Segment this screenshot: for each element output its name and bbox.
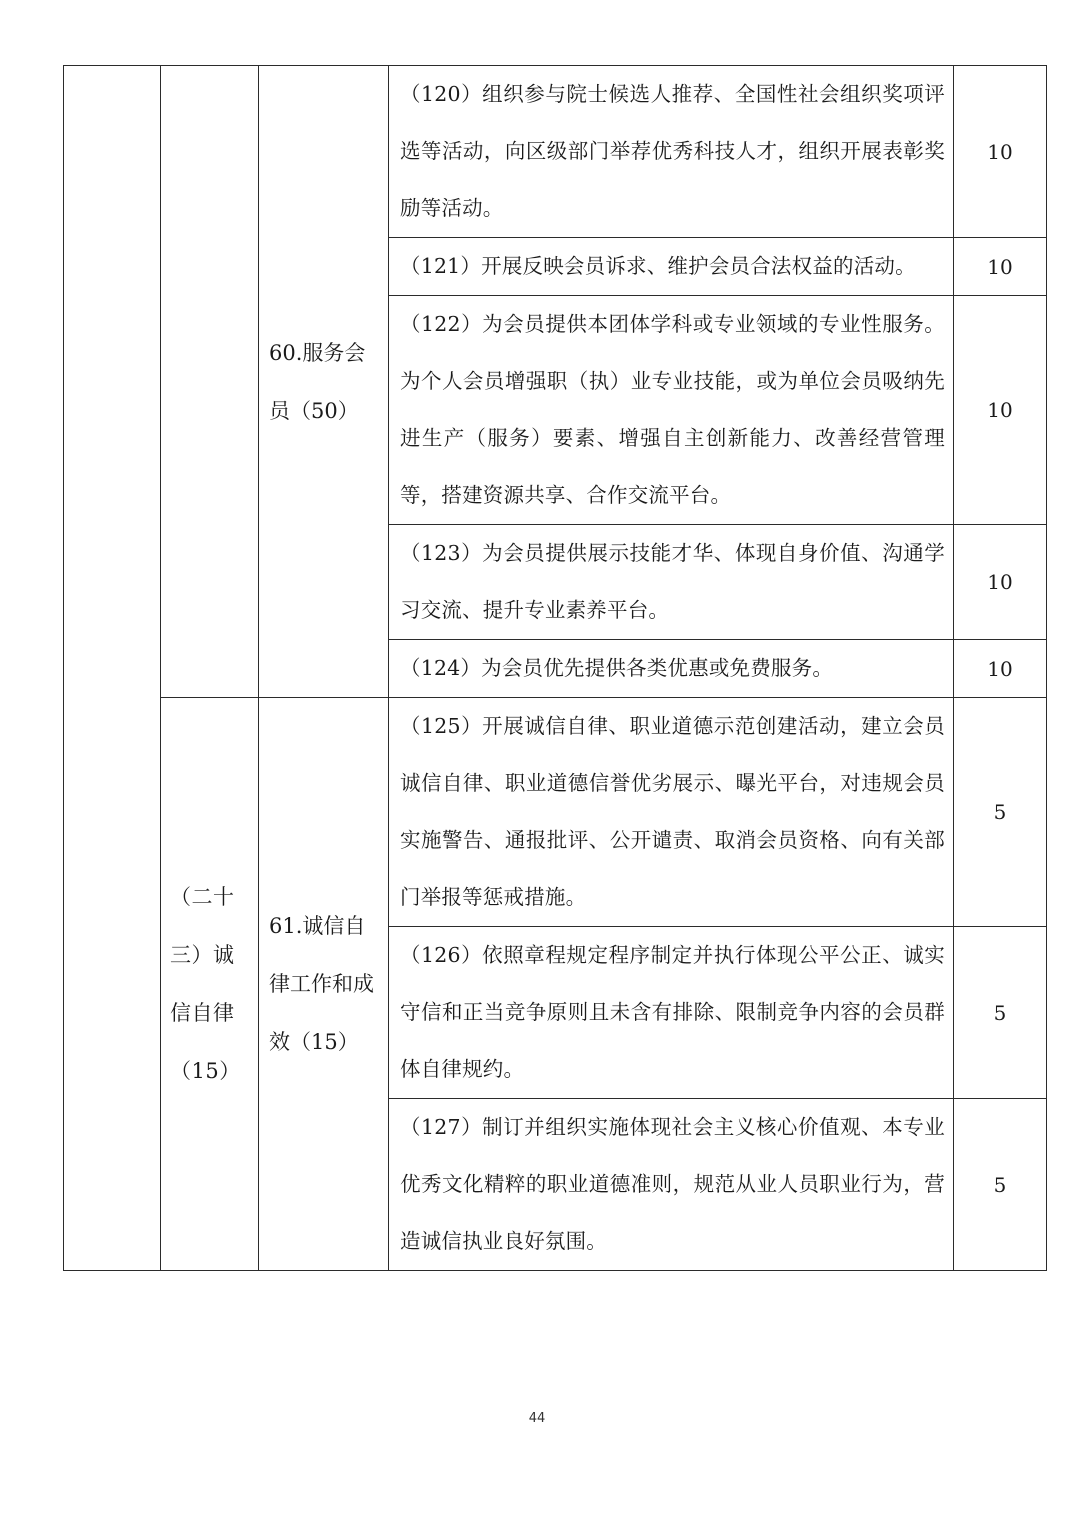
subcategory-cell: 61.诚信自律工作和成效（15）	[259, 698, 389, 1271]
criterion-text: （121）开展反映会员诉求、维护会员合法权益的活动。	[389, 238, 954, 296]
category-cell	[161, 66, 259, 698]
subcategory-cell: 60.服务会员（50）	[259, 66, 389, 698]
criterion-score: 10	[954, 640, 1047, 698]
criterion-score: 10	[954, 296, 1047, 525]
criterion-score: 5	[954, 927, 1047, 1099]
criterion-text: （126）依照章程规定程序制定并执行体现公平公正、诚实守信和正当竞争原则且未含有排除、限制竞争内容的会员群体自律规约。	[389, 927, 954, 1099]
criterion-text: （124）为会员优先提供各类优惠或免费服务。	[389, 640, 954, 698]
criterion-text: （120）组织参与院士候选人推荐、全国性社会组织奖项评选等活动，向区级部门举荐优秀科技人才，组织开展表彰奖励等活动。	[389, 66, 954, 238]
category-cell: （二十三）诚信自律（15）	[161, 698, 259, 1271]
criterion-text: （125）开展诚信自律、职业道德示范创建活动，建立会员诚信自律、职业道德信誉优劣展示、曝光平台，对违规会员实施警告、通报批评、公开谴责、取消会员资格、向有关部门举报等惩戒措施。	[389, 698, 954, 927]
first-column-cell	[64, 66, 161, 1271]
table-row	[64, 66, 1047, 238]
criterion-score: 10	[954, 66, 1047, 238]
criterion-score: 5	[954, 1099, 1047, 1271]
criterion-text: （123）为会员提供展示技能才华、体现自身价值、沟通学习交流、提升专业素养平台。	[389, 525, 954, 640]
table-row	[64, 698, 1047, 927]
criterion-score: 5	[954, 698, 1047, 927]
page-number: 44	[528, 1411, 546, 1426]
criterion-text: （127）制订并组织实施体现社会主义核心价值观、本专业优秀文化精粹的职业道德准则，规范从业人员职业行为，营造诚信执业良好氛围。	[389, 1099, 954, 1271]
criterion-text: （122）为会员提供本团体学科或专业领域的专业性服务。为个人会员增强职（执）业专业技能，或为单位会员吸纳先进生产（服务）要素、增强自主创新能力、改善经营管理等，搭建资源共享、合作交流平台。	[389, 296, 954, 525]
criterion-score: 10	[954, 525, 1047, 640]
evaluation-table	[63, 65, 1047, 1271]
criterion-score: 10	[954, 238, 1047, 296]
